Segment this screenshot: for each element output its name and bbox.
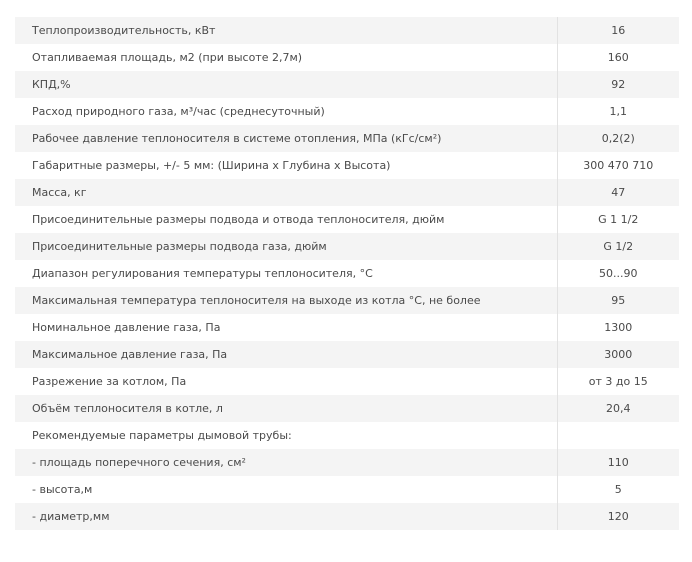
spec-name: Максимальная температура теплоносителя на выходе из котла °С, не более <box>15 287 557 314</box>
table-row <box>15 287 679 314</box>
spec-value: 20,4 <box>557 395 679 422</box>
spec-value: 16 <box>557 17 679 44</box>
spec-name: Отапливаемая площадь, м2 (при высоте 2,7м) <box>15 44 557 71</box>
specifications-table <box>15 17 679 530</box>
spec-name: Рекомендуемые параметры дымовой трубы: <box>15 422 557 449</box>
spec-value: 3000 <box>557 341 679 368</box>
spec-name: КПД,% <box>15 71 557 98</box>
spec-name: Масса, кг <box>15 179 557 206</box>
spec-value: G 1/2 <box>557 233 679 260</box>
table-row <box>15 71 679 98</box>
table-row <box>15 44 679 71</box>
spec-value: 120 <box>557 503 679 530</box>
spec-name: Рабочее давление теплоносителя в системе отопления, МПа (кГс/см²) <box>15 125 557 152</box>
table-row <box>15 422 679 449</box>
table-row <box>15 503 679 530</box>
spec-name: Номинальное давление газа, Па <box>15 314 557 341</box>
spec-value: 110 <box>557 449 679 476</box>
spec-name: Теплопроизводительность, кВт <box>15 17 557 44</box>
spec-value: 50...90 <box>557 260 679 287</box>
spec-value: G 1 1/2 <box>557 206 679 233</box>
spec-name: Габаритные размеры, +/- 5 мм: (Ширина х Глубина х Высота) <box>15 152 557 179</box>
spec-name: - диаметр,мм <box>15 503 557 530</box>
table-row <box>15 206 679 233</box>
spec-value: от 3 до 15 <box>557 368 679 395</box>
table-row <box>15 260 679 287</box>
table-row <box>15 179 679 206</box>
spec-name: Присоединительные размеры подвода и отвода теплоносителя, дюйм <box>15 206 557 233</box>
table-row <box>15 476 679 503</box>
table-row <box>15 314 679 341</box>
spec-name: Разрежение за котлом, Па <box>15 368 557 395</box>
table-row <box>15 125 679 152</box>
spec-value: 1,1 <box>557 98 679 125</box>
spec-name: - высота,м <box>15 476 557 503</box>
spec-value: 92 <box>557 71 679 98</box>
table-row <box>15 98 679 125</box>
table-row <box>15 449 679 476</box>
spec-value: 1300 <box>557 314 679 341</box>
spec-value: 160 <box>557 44 679 71</box>
table-row <box>15 368 679 395</box>
spec-name: Расход природного газа, м³/час (среднесуточный) <box>15 98 557 125</box>
spec-value: 47 <box>557 179 679 206</box>
spec-value: 300 470 710 <box>557 152 679 179</box>
spec-value: 5 <box>557 476 679 503</box>
spec-value: 95 <box>557 287 679 314</box>
table-row <box>15 17 679 44</box>
spec-value <box>557 422 679 449</box>
spec-name: Присоединительные размеры подвода газа, дюйм <box>15 233 557 260</box>
table-row <box>15 341 679 368</box>
specifications-body <box>15 17 679 530</box>
spec-name: Диапазон регулирования температуры теплоносителя, °С <box>15 260 557 287</box>
table-row <box>15 152 679 179</box>
table-row <box>15 395 679 422</box>
table-row <box>15 233 679 260</box>
spec-name: Максимальное давление газа, Па <box>15 341 557 368</box>
spec-value: 0,2(2) <box>557 125 679 152</box>
spec-name: - площадь поперечного сечения, см² <box>15 449 557 476</box>
spec-name: Объём теплоносителя в котле, л <box>15 395 557 422</box>
